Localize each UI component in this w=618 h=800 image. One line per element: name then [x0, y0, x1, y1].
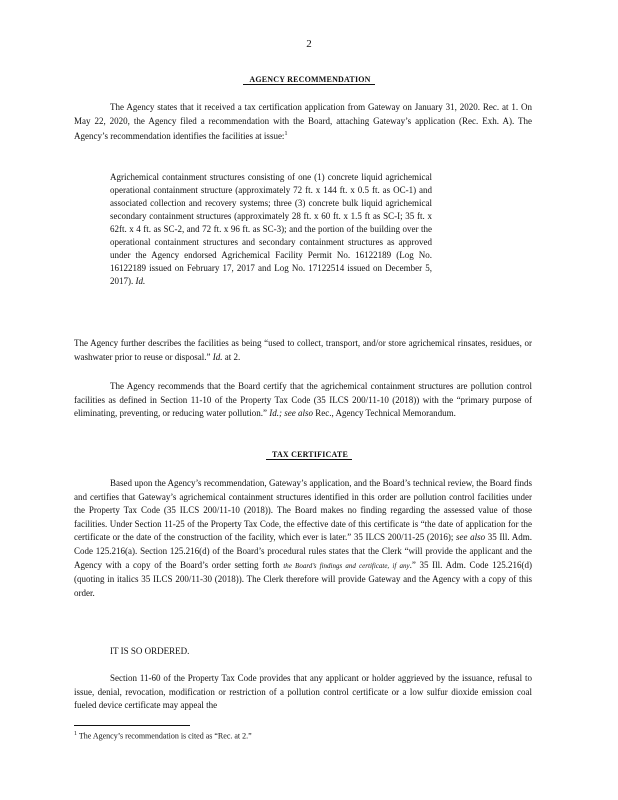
footnote: $^1$ The Agency’s recommendation is cited as “Rec. at 2.” [74, 731, 252, 741]
page-number: 2 [306, 38, 312, 50]
quote-citation: Id. [135, 276, 146, 286]
footnote-divider [74, 725, 190, 726]
heading-tax-certificate: TAX CERTIFICATE [0, 450, 618, 460]
block-quote-facilities: Agrichemical containment structures consisting of one (1) concrete liquid agrichemical operational containment structure (approximately 72 ft. x 144 ft. x 0.5 ft. as OC-1) and associated collection and recovery systems; three (3) concrete bulk liquid agrichemical secondary containment structures (approximately 28 ft. x 60 ft. x 1.5 ft as SC-I; 35 ft. x 62ft. x 4 ft. as SC-2, and 72 ft. x 96 ft. as SC-3); and the portion of the building over the operational containment structures and secondary containment structures as approved under the Agency endorsed Agrichemical Facility Permit No. 16122189 (Log No. 16122189 issued on February 17, 2017 and Log No. 17122514 issued on December 5, 2017). Id. [110, 172, 432, 286]
paragraph-agency-statement: The Agency states that it received a tax certification application from Gateway on January 31, 2020. Rec. at 1. On May 22, 2020, the Agency filed a recommendation with the Board, attaching Gateway’s application (Rec. Exh. A). The Agency’s recommendation identifies the facilities at issue:$^1$ [74, 102, 532, 142]
paragraph-recommendation: The Agency recommends that the Board certify that the agrichemical containment structures are pollution control facilities as defined in Section 11-10 of the Property Tax Code (35 ILCS 200/11-10 (2018)) with the “primary purpose of eliminating, preventing, or reducing water pollution.” Id.; see also Rec., Agency Technical Memorandum. [74, 381, 532, 419]
footnote-marker: 1 [284, 131, 288, 138]
paragraph-appeal: Section 11-60 of the Property Tax Code provides that any applicant or holder aggrieved by the issuance, refusal to issue, denial, revocation, modification or restriction of a pollution control certificate or a low sulfur dioxide emission coal fueled device certificate may appeal the [74, 673, 532, 711]
paragraph-facility-description: The Agency further describes the facilities as being “used to collect, transport, and/or store agrichemical rinsates, residues, or washwater prior to reuse or disposal.” Id. at 2. [74, 338, 532, 362]
heading-agency-recommendation: AGENCY RECOMMENDATION [0, 75, 618, 85]
paragraph-tax-certificate: Based upon the Agency’s recommendation, Gateway’s application, and the Board’s technical review, the Board finds and certifies that Gateway’s agrichemical containment structures identified in this order are pollution control facilities under the Property Tax Code (35 ILCS 200/11-10 (2018)). The Board makes no finding regarding the assessed value of those facilities. Under Section 11-25 of the Property Tax Code, the effective date of this certificate is “the date of application for the certificate or the date of the construction of the facility, which ever is later.” 35 ILCS 200/11-25 (2016); see also 35 Ill. Adm. Code 125.216(a). Section 125.216(d) of the Board’s procedural rules states that the Clerk “will provide the applicant and the Agency with a copy of the Board’s order setting forth the Board’s findings and certificate, if any.” 35 Ill. Adm. Code 125.216(d) (quoting in italics 35 ILCS 200/11-30 (2018)). The Clerk therefore will provide Gateway and the Agency with a copy of this order. [74, 478, 532, 598]
order-statement: IT IS SO ORDERED. [110, 646, 190, 656]
